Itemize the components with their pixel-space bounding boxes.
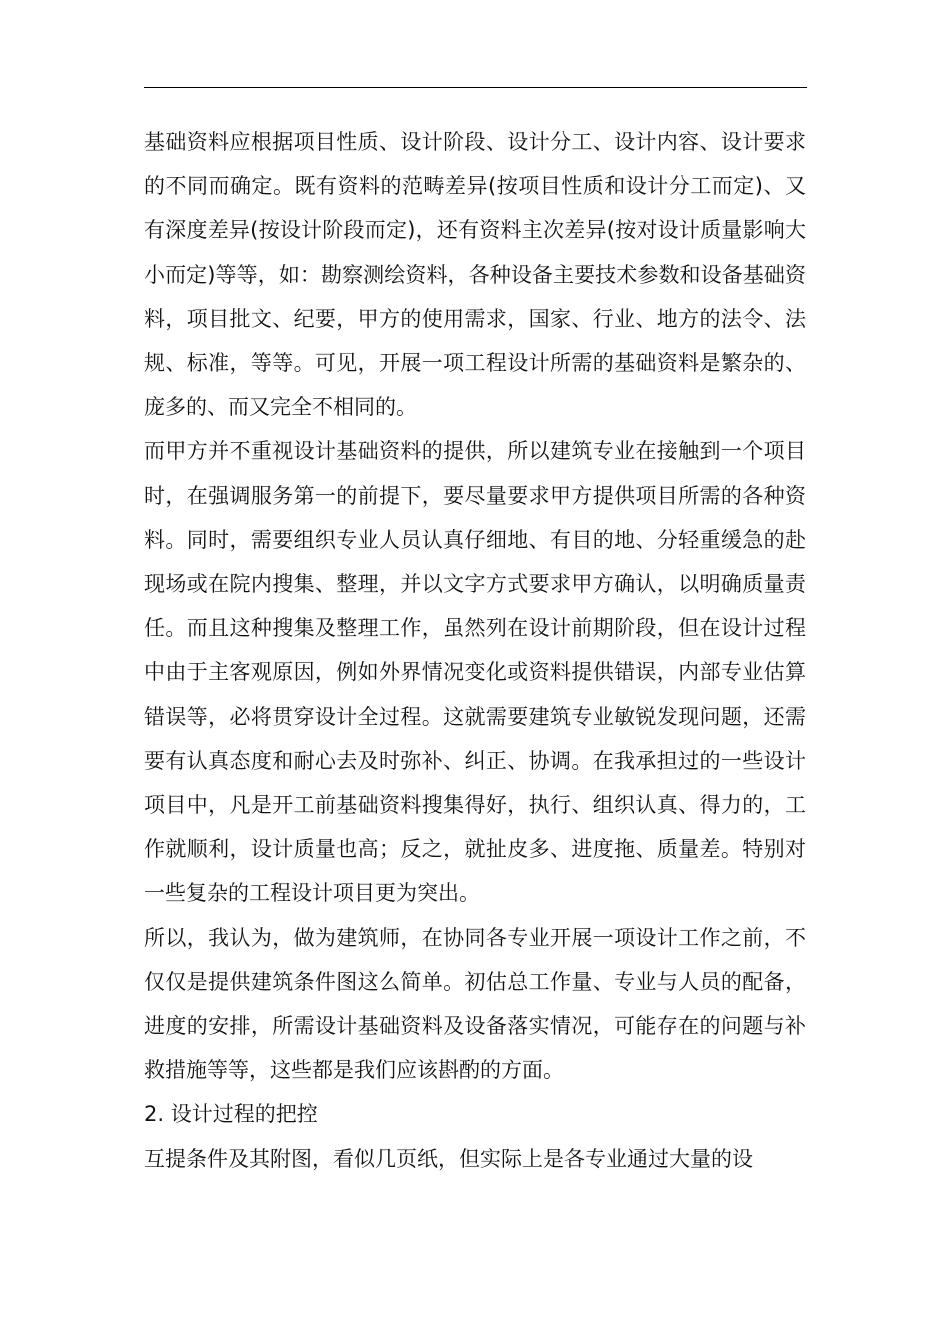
paragraph-mutual-conditions: 互提条件及其附图，看似几页纸，但实际上是各专业通过大量的设 (144, 1146, 753, 1171)
header-rule (144, 87, 807, 88)
paragraph-architect-role: 所以，我认为，做为建筑师，在协同各专业开展一项设计工作之前，不仅仅是提供建筑条件图这么简单。初估总工作量、专业与人员的配备，进度的安排，所需设计基础资料及设备落实情况，可能存在的问题与补救措施等等，这些都是我们应该斟酌的方面。 (144, 925, 806, 1083)
document-body (144, 120, 806, 1181)
section-heading: 2. 设计过程的把控 (144, 1102, 318, 1127)
paragraph-client-data: 而甲方并不重视设计基础资料的提供，所以建筑专业在接触到一个项目时，在强调服务第一的前提下，要尽量要求甲方提供项目所需的各种资料。同时，需要组织专业人员认真仔细地、有目的地、分轻重缓急的赴现场或在院内搜集、整理，并以文字方式要求甲方确认，以明确质量责任。而且这种搜集及整理工作，虽然列在设计前期阶段，但在设计过程中由于主客观原因，例如外界情况变化或资料提供错误，内部专业估算错误等，必将贯穿设计全过程。这就需要建筑专业敏锐发现问题，还需要有认真态度和耐心去及时弥补、纠正、协调。在我承担过的一些设计项目中，凡是开工前基础资料搜集得好，执行、组织认真、得力的，工作就顺利，设计质量也高；反之，就扯皮多、进度拖、质量差。特别对一些复杂的工程设计项目更为突出。 (144, 439, 806, 906)
paragraph-basic-data: 基础资料应根据项目性质、设计阶段、设计分工、设计内容、设计要求的不同而确定。既有资料的范畴差异(按项目性质和设计分工而定)、又有深度差异(按设计阶段而定)，还有资料主次差异(按对设计质量影响大小而定)等等，如：勘察测绘资料，各种设备主要技术参数和设备基础资料，项目批文、纪要，甲方的使用需求，国家、行业、地方的法令、法规、标准，等等。可见，开展一项工程设计所需的基础资料是繁杂的、庞多的、而又完全不相同的。 (144, 130, 806, 420)
